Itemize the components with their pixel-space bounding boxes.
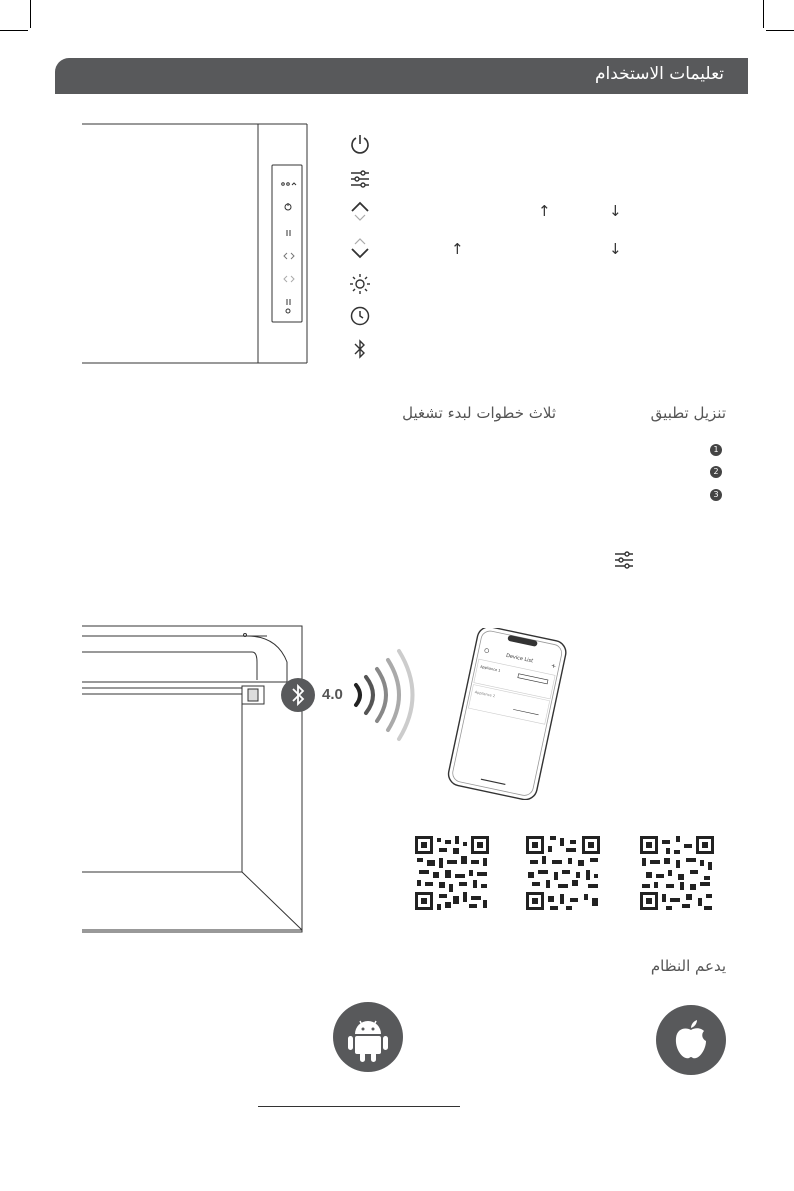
temp-up-icon [349, 200, 371, 224]
trim-mark [30, 0, 31, 28]
phone-item-1: Appliance 1 [479, 664, 501, 673]
arrow-up-icon: ↑ [451, 240, 464, 258]
control-panel-illustration [82, 123, 312, 365]
qr-code[interactable] [413, 834, 491, 912]
phone-title: Device List [505, 652, 534, 665]
phone-app-illustration [440, 628, 572, 800]
arrow-down-icon: ↓ [609, 202, 622, 220]
apple-icon [656, 1005, 726, 1075]
section-header-bar [55, 58, 748, 94]
step-number: 1 [710, 444, 722, 456]
svg-text:+: + [550, 662, 557, 671]
supported-systems-heading: يدعم النظام [650, 957, 726, 975]
step-number: 2 [710, 466, 722, 478]
brightness-icon [349, 273, 371, 295]
settings-sliders-icon [349, 168, 371, 190]
trim-mark [763, 0, 764, 28]
section-title: تعليمات الاستخدام [594, 64, 724, 84]
temp-down-icon [349, 236, 371, 260]
timer-icon [349, 305, 371, 327]
three-steps-heading: ثلاث خطوات لبدء تشغيل [402, 404, 556, 422]
phone-item-2: Appliance 2 [474, 690, 496, 699]
bluetooth-icon [352, 338, 368, 360]
power-icon [349, 133, 371, 155]
settings-sliders-icon [613, 549, 635, 571]
arrow-down-icon: ↓ [609, 240, 622, 258]
trim-mark [0, 30, 28, 31]
step-number: 3 [710, 489, 722, 501]
signal-waves-icon [348, 645, 423, 745]
appliance-illustration [82, 622, 307, 934]
bluetooth-version: 4.0 [322, 686, 343, 703]
qr-code[interactable] [524, 834, 602, 912]
qr-code[interactable] [638, 834, 716, 912]
trim-mark [766, 30, 794, 31]
arrow-up-icon: ↑ [538, 202, 551, 220]
divider [258, 1106, 460, 1107]
android-icon [333, 1002, 403, 1072]
bluetooth-badge-icon [280, 677, 316, 713]
app-download-heading: تنزيل تطبيق [650, 404, 726, 422]
